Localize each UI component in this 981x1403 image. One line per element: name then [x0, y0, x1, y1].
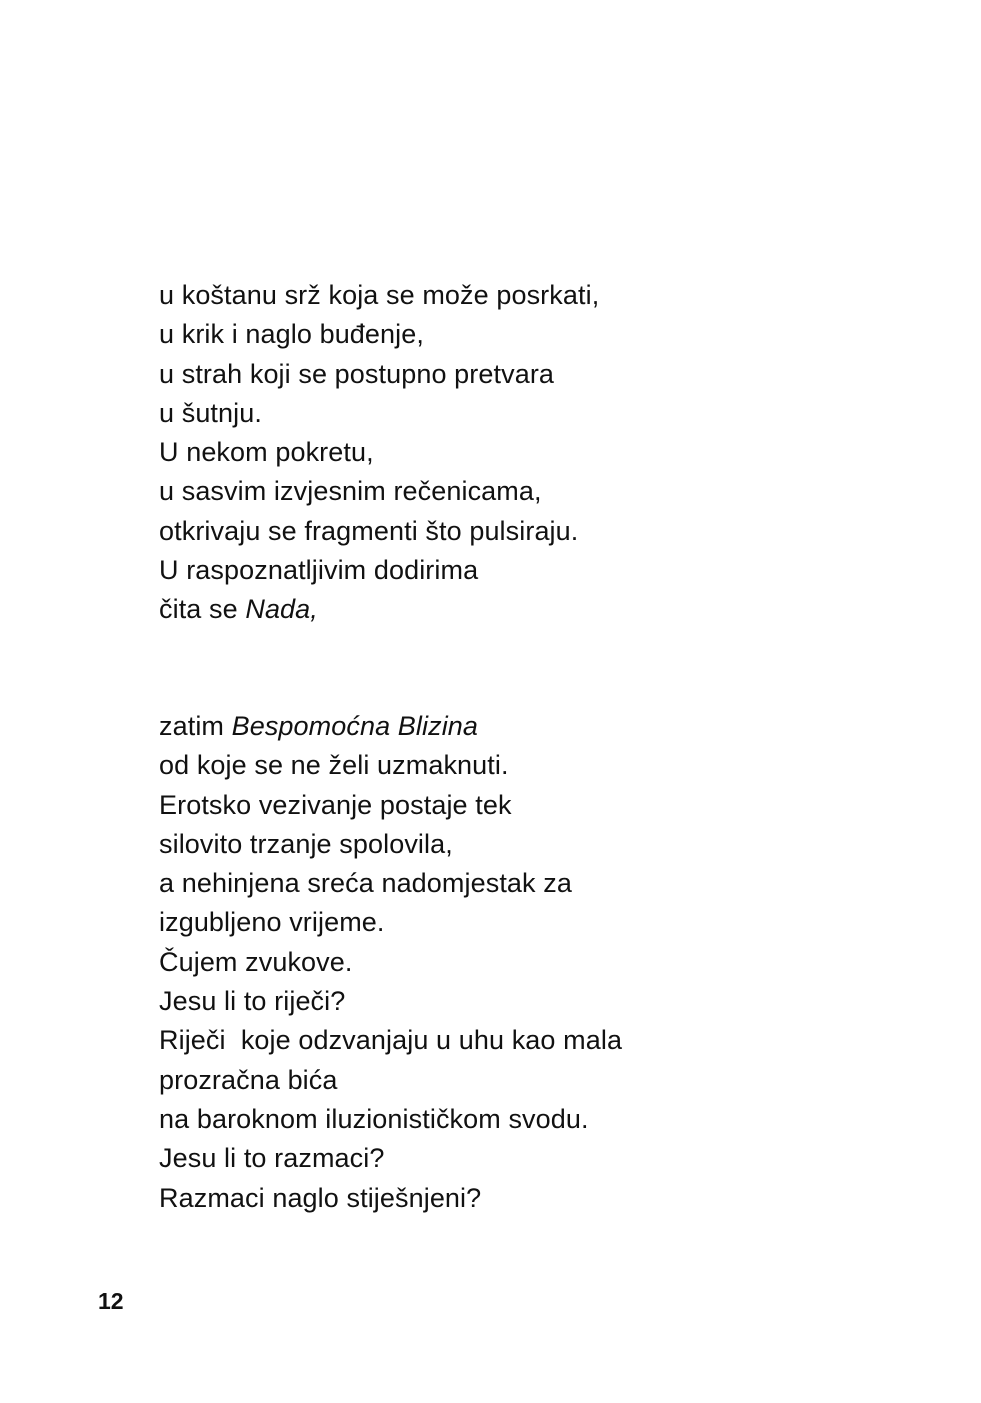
poem-line: U raspoznatljivim dodirima — [159, 555, 479, 586]
poem-line: na baroknom iluzionističkom svodu. — [159, 1103, 589, 1134]
poem-line — [159, 707, 622, 746]
poem-line: od koje se ne želi uzmaknuti. — [159, 750, 509, 781]
page-number: 12 — [98, 1288, 124, 1314]
poem-line: Jesu li to razmaci? — [159, 1143, 385, 1174]
poem-line: u šutnju. — [159, 397, 262, 428]
poem-line: a nehinjena sreća nadomjestak za — [159, 868, 572, 899]
poem-line: u krik i naglo buđenje, — [159, 319, 424, 350]
poem-line: otkrivaju se fragmenti što pulsiraju. — [159, 515, 579, 546]
stanza-1 — [159, 276, 599, 630]
poem-line: Razmaci naglo stiješnjeni? — [159, 1182, 482, 1213]
poem-line: u koštanu srž koja se može posrkati, — [159, 280, 600, 310]
poem-line: u strah koji se postupno pretvara — [159, 358, 555, 389]
poem-line: Riječi koje odzvanjaju u uhu kao mala — [159, 1025, 623, 1056]
poem-line: U nekom pokretu, — [159, 437, 374, 468]
poem-line: izgubljeno vrijeme. — [159, 907, 385, 938]
poem-line-text: zatim — [159, 711, 232, 741]
poem-line — [159, 590, 599, 629]
poem-line: Erotsko vezivanje postaje tek — [159, 789, 512, 820]
poem-italic-phrase: Bespomoćna Blizina — [231, 711, 479, 741]
stanza-2 — [159, 707, 622, 1218]
poem-line: Čujem zvukove. — [159, 946, 353, 977]
poem-line-text: čita se — [159, 594, 246, 625]
poem-line: silovito trzanje spolovila, — [159, 828, 453, 859]
poem-line: Jesu li to riječi? — [159, 986, 346, 1017]
poem-line: prozračna bića — [159, 1064, 338, 1095]
poem-line: u sasvim izvjesnim rečenicama, — [159, 476, 542, 507]
poem-italic-word: Nada, — [245, 594, 318, 625]
